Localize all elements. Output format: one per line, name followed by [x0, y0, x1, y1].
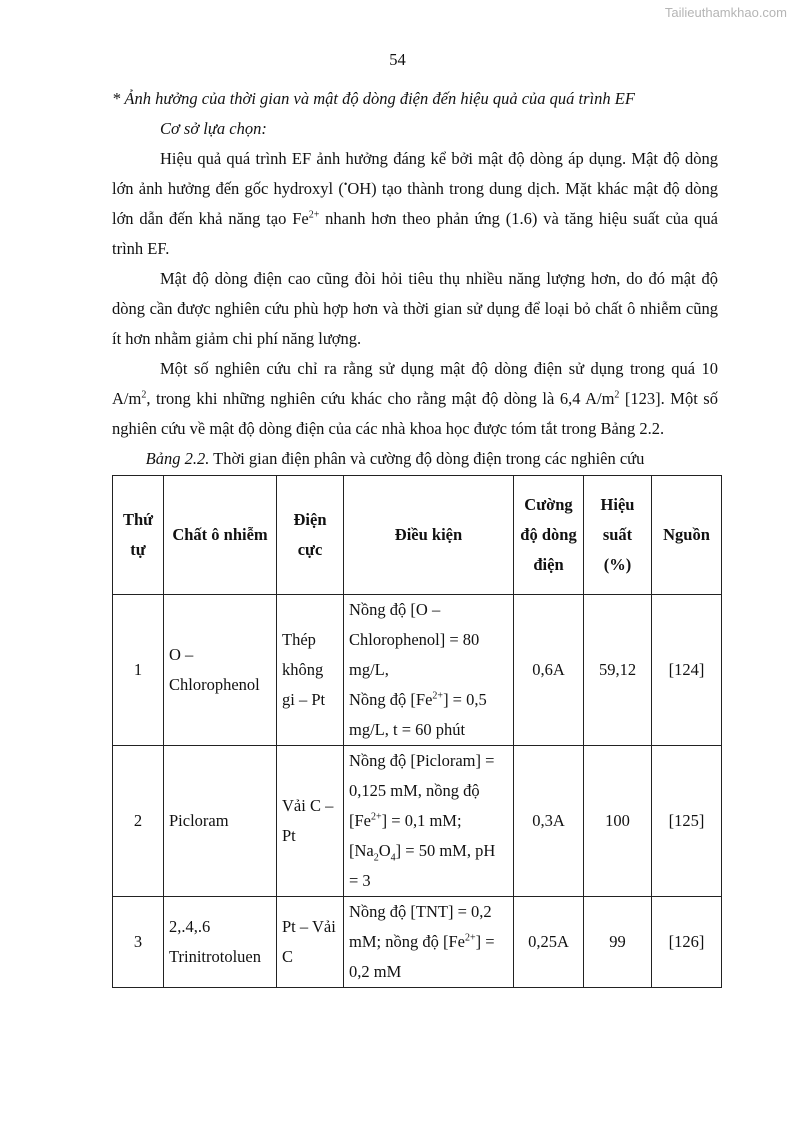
table-header-row — [113, 476, 722, 595]
cell-pollutant: O – Chlorophenol — [164, 595, 277, 746]
data-table — [112, 475, 722, 988]
cell-pollutant: 2,.4,.6 Trinitrotoluen — [164, 897, 277, 988]
table-row — [113, 595, 722, 746]
table-row — [113, 746, 722, 897]
cell-electrode: Pt – Vải C — [277, 897, 344, 988]
section-heading: * Ảnh hưởng của thời gian và mật độ dòng điện đến hiệu quả của quá trình EF — [112, 89, 635, 108]
header-efficiency: Hiệu suất (%) — [584, 476, 652, 595]
table-caption — [112, 444, 718, 474]
cell-conditions: Nồng độ [TNT] = 0,2 mM; nồng độ $[Fe^{2+}] = 0,2$ mM — [344, 897, 514, 988]
cell-source: [126] — [652, 897, 722, 988]
cell-pollutant: Picloram — [164, 746, 277, 897]
cell-order: 1 — [113, 595, 164, 746]
cell-current: 0,3A — [514, 746, 584, 897]
cell-electrode: Vải C – Pt — [277, 746, 344, 897]
cell-efficiency: 99 — [584, 897, 652, 988]
paragraph-2: Mật độ dòng điện cao cũng đòi hỏi tiêu thụ nhiều năng lượng hơn, do đó mật độ dòng cần được nghiên cứu phù hợp hơn và thời gian sử dụng để loại bỏ chất ô nhiễm cũng ít hơn nhằm giảm chi phí năng lượng. — [112, 269, 718, 348]
cell-electrode: Thép không gi – Pt — [277, 595, 344, 746]
header-pollutant: Chất ô nhiễm — [164, 476, 277, 595]
paragraph-3: Một số nghiên cứu chỉ ra rằng sử dụng mật độ dòng điện sử dụng trong quá 10 $A/m^2$, trong khi những nghiên cứu khác cho rằng mật độ dòng là 6,4 $A/m^2$ [123]. Một số nghiên cứu về mật độ dòng điện của các nhà khoa học được tóm tắt trong Bảng 2.2. — [112, 359, 718, 438]
cell-efficiency: 59,12 — [584, 595, 652, 746]
cell-order: 3 — [113, 897, 164, 988]
cell-current: 0,25A — [514, 897, 584, 988]
header-current: Cường độ dòng điện — [514, 476, 584, 595]
cell-source: [124] — [652, 595, 722, 746]
cell-efficiency: 100 — [584, 746, 652, 897]
cell-conditions: Nồng độ [Picloram] = 0,125 mM, nồng độ $[Fe^{2+}] = 0,1$ mM; $[Na_2O_4] = 50$ mM, pH = 3 — [344, 746, 514, 897]
watermark: Tailieuthamkhao.com — [664, 5, 787, 20]
cell-order: 2 — [113, 746, 164, 897]
header-source: Nguồn — [652, 476, 722, 595]
header-conditions: Điều kiện — [344, 476, 514, 595]
table-caption-text: Thời gian điện phân và cường độ dòng điện trong các nghiên cứu — [209, 449, 645, 468]
document-body — [112, 84, 718, 474]
cell-current: 0,6A — [514, 595, 584, 746]
subheading: Cơ sở lựa chọn: — [160, 119, 267, 138]
page-number: 54 — [389, 50, 406, 69]
paragraph-1: Hiệu quả quá trình EF ảnh hưởng đáng kể bởi mật độ dòng áp dụng. Mật độ dòng lớn ảnh hưởng đến gốc hydroxyl (•OH) tạo thành trong dung dịch. Mặt khác mật độ dòng lớn dẫn đến khả năng tạo $Fe^{2+}$ nhanh hơn theo phản ứng (1.6) và tăng hiệu suất của quá trình EF. — [112, 149, 718, 258]
header-order: Thứ tự — [113, 476, 164, 595]
cell-source: [125] — [652, 746, 722, 897]
header-electrode: Điện cực — [277, 476, 344, 595]
table-row — [113, 897, 722, 988]
table-caption-label: Bảng 2.2. — [145, 449, 210, 468]
cell-conditions: Nồng độ [O – Chlorophenol] = 80 mg/L, Nồng độ $[Fe^{2+}] = 0,5$ mg/L, t = 60 phút — [344, 595, 514, 746]
